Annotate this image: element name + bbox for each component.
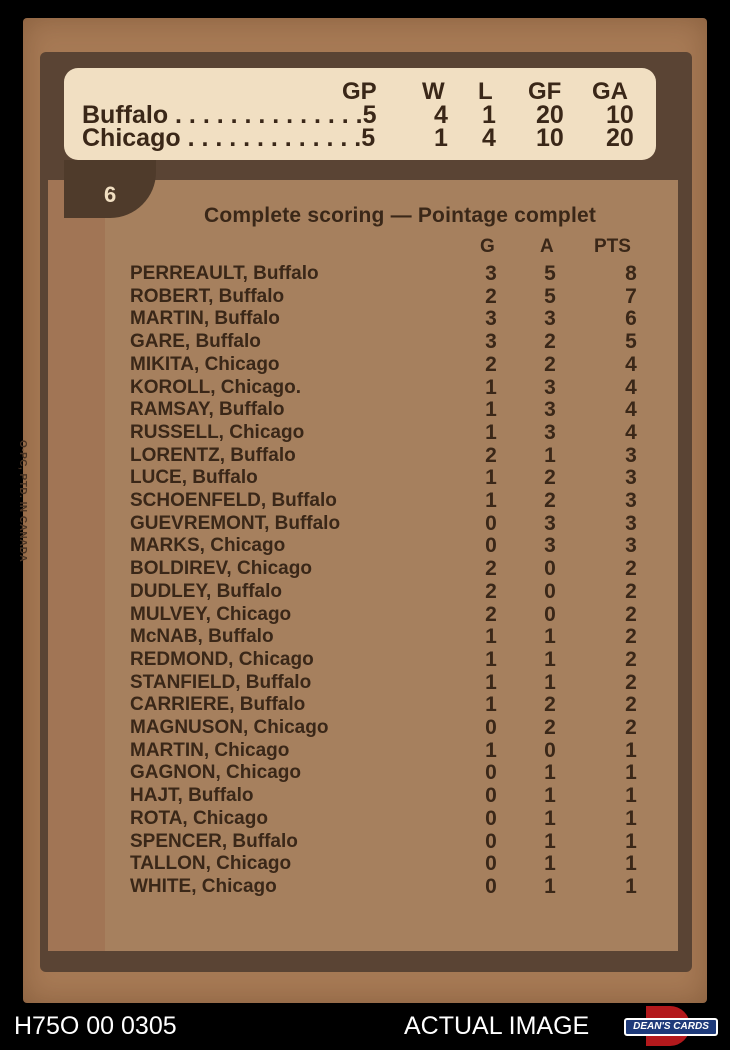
player-name: CARRIERE, Buffalo (130, 694, 306, 716)
player-name: LORENTZ, Buffalo (130, 444, 296, 466)
player-assists: 2 (544, 352, 556, 376)
player-name: LUCE, Buffalo (130, 467, 258, 489)
standings-header-ga: GA (592, 78, 628, 105)
player-row (130, 717, 650, 739)
column-header-pts: PTS (594, 236, 631, 257)
player-goals: 1 (485, 420, 497, 444)
player-points: 1 (625, 761, 637, 785)
player-row (130, 626, 650, 648)
player-name: STANFIELD, Buffalo (130, 671, 312, 693)
player-goals: 1 (485, 647, 497, 671)
player-assists: 3 (544, 398, 556, 422)
player-points: 6 (625, 307, 637, 331)
player-points: 4 (625, 398, 637, 422)
player-goals: 3 (485, 330, 497, 354)
player-assists: 1 (544, 829, 556, 853)
player-name: GUEVREMONT, Buffalo (130, 512, 341, 534)
player-points: 2 (625, 602, 637, 626)
player-row (130, 649, 650, 671)
player-name: SPENCER, Buffalo (130, 830, 298, 852)
standings-header-gf: GF (528, 78, 562, 105)
player-row (130, 331, 650, 353)
player-row (130, 513, 650, 535)
player-row (130, 445, 650, 467)
player-assists: 2 (544, 466, 556, 490)
player-assists: 5 (544, 284, 556, 308)
player-row (130, 876, 650, 898)
player-name: ROTA, Chicago (130, 807, 268, 829)
player-assists: 1 (544, 670, 556, 694)
player-points: 3 (625, 511, 637, 535)
player-points: 1 (625, 738, 637, 762)
player-points: 7 (625, 284, 637, 308)
player-row (130, 740, 650, 762)
standings-team-buffalo: Buffalo . . . . . . . . . . . . . .5 (82, 101, 377, 129)
player-assists: 3 (544, 307, 556, 331)
player-row (130, 263, 650, 285)
player-name: GARE, Buffalo (130, 331, 261, 353)
player-row (130, 308, 650, 330)
player-name: MAGNUSON, Chicago (130, 717, 329, 738)
player-goals: 1 (485, 670, 497, 694)
player-assists: 2 (544, 330, 556, 354)
player-assists: 0 (544, 557, 556, 581)
standings-buffalo-l: 1 (482, 101, 496, 129)
standings-chicago-w: 1 (434, 124, 448, 152)
player-name: RUSSELL, Chicago (130, 421, 305, 443)
standings-chicago-l: 4 (482, 124, 496, 152)
player-assists: 1 (544, 625, 556, 649)
player-assists: 1 (544, 784, 556, 808)
player-row (130, 762, 650, 784)
player-points: 1 (625, 852, 637, 876)
player-assists: 0 (544, 738, 556, 762)
player-name: ROBERT, Buffalo (130, 285, 285, 307)
player-points: 4 (625, 352, 637, 376)
player-name: REDMOND, Chicago (130, 648, 314, 670)
player-points: 3 (625, 466, 637, 490)
player-assists: 3 (544, 511, 556, 535)
player-points: 4 (625, 420, 637, 444)
player-name: MARKS, Chicago (130, 535, 286, 557)
player-row (130, 354, 650, 376)
player-row (130, 286, 650, 308)
player-row (130, 808, 650, 830)
player-name: BOLDIREV, Chicago (130, 558, 312, 580)
player-assists: 2 (544, 693, 556, 717)
player-goals: 0 (485, 829, 497, 853)
player-row (130, 422, 650, 444)
player-points: 1 (625, 784, 637, 808)
printer-credit: O-PC, PTD. IN CANADA (17, 440, 28, 563)
player-name: MIKITA, Chicago (130, 353, 280, 375)
player-points: 3 (625, 534, 637, 558)
standings-header-l: L (478, 78, 493, 105)
player-goals: 2 (485, 443, 497, 467)
player-assists: 2 (544, 716, 556, 739)
player-assists: 1 (544, 806, 556, 830)
logo-text: DEAN'S CARDS (624, 1018, 718, 1036)
player-row (130, 831, 650, 853)
player-points: 5 (625, 330, 637, 354)
player-assists: 5 (544, 262, 556, 285)
player-goals: 0 (485, 534, 497, 558)
player-goals: 0 (485, 716, 497, 739)
player-assists: 2 (544, 489, 556, 512)
player-goals: 2 (485, 352, 497, 376)
player-goals: 1 (485, 625, 497, 649)
player-name: PERREAULT, Buffalo (130, 263, 319, 284)
player-assists: 1 (544, 761, 556, 785)
player-goals: 0 (485, 874, 497, 898)
player-goals: 1 (485, 375, 497, 399)
standings-chicago-ga: 20 (606, 124, 634, 152)
player-name: HAJT, Buffalo (130, 785, 254, 807)
player-goals: 2 (485, 602, 497, 626)
player-goals: 3 (485, 307, 497, 331)
player-points: 1 (625, 829, 637, 853)
player-points: 2 (625, 647, 637, 671)
player-points: 3 (625, 443, 637, 467)
standings-header-gp: GP (342, 78, 377, 105)
player-assists: 0 (544, 579, 556, 603)
player-points: 1 (625, 806, 637, 830)
standings-chicago-gf: 10 (536, 124, 564, 152)
player-assists: 1 (544, 874, 556, 898)
standings-buffalo-gf: 20 (536, 101, 564, 129)
player-row (130, 377, 650, 399)
player-points: 2 (625, 557, 637, 581)
player-goals: 1 (485, 738, 497, 762)
player-row (130, 558, 650, 580)
card-id: H75O 00 0305 (14, 1012, 177, 1040)
player-goals: 0 (485, 784, 497, 808)
player-name: MARTIN, Buffalo (130, 308, 280, 330)
player-assists: 0 (544, 602, 556, 626)
player-goals: 1 (485, 693, 497, 717)
deans-cards-logo (624, 1006, 718, 1046)
player-goals: 1 (485, 398, 497, 422)
player-name: TALLON, Chicago (130, 853, 292, 875)
player-name: McNAB, Buffalo (130, 626, 274, 648)
player-points: 2 (625, 670, 637, 694)
player-points: 8 (625, 262, 637, 285)
column-header-a: A (540, 236, 554, 257)
player-name: WHITE, Chicago (130, 875, 277, 897)
player-points: 2 (625, 579, 637, 603)
player-points: 2 (625, 625, 637, 649)
player-row (130, 581, 650, 603)
player-assists: 1 (544, 647, 556, 671)
player-assists: 1 (544, 852, 556, 876)
standings-buffalo-ga: 10 (606, 101, 634, 129)
player-name: SCHOENFELD, Buffalo (130, 490, 337, 511)
player-goals: 2 (485, 579, 497, 603)
player-assists: 3 (544, 534, 556, 558)
player-row (130, 535, 650, 557)
player-goals: 1 (485, 466, 497, 490)
player-points: 3 (625, 489, 637, 512)
scoring-title: Complete scoring — Pointage complet (204, 204, 597, 227)
standings-buffalo-w: 4 (434, 101, 448, 129)
player-name: MARTIN, Chicago (130, 739, 290, 761)
player-goals: 1 (485, 489, 497, 512)
actual-image-label: ACTUAL IMAGE (404, 1012, 590, 1040)
player-goals: 0 (485, 511, 497, 535)
left-strip (48, 180, 106, 951)
player-assists: 1 (544, 443, 556, 467)
card-number: 6 (104, 182, 117, 207)
player-points: 2 (625, 716, 637, 739)
player-name: KOROLL, Chicago. (130, 376, 301, 398)
player-goals: 0 (485, 806, 497, 830)
player-row (130, 467, 650, 489)
player-row (130, 672, 650, 694)
player-points: 4 (625, 375, 637, 399)
standings-team-chicago: Chicago . . . . . . . . . . . . .5 (82, 124, 376, 152)
column-header-g: G (480, 236, 495, 257)
player-name: GAGNON, Chicago (130, 762, 302, 784)
player-assists: 3 (544, 420, 556, 444)
player-goals: 2 (485, 284, 497, 308)
player-goals: 0 (485, 761, 497, 785)
player-points: 1 (625, 874, 637, 898)
standings-header-w: W (422, 78, 445, 105)
player-row (130, 694, 650, 716)
player-goals: 0 (485, 852, 497, 876)
player-row (130, 604, 650, 626)
player-row (130, 785, 650, 807)
player-row (130, 399, 650, 421)
player-goals: 3 (485, 262, 497, 285)
player-name: RAMSAY, Buffalo (130, 399, 285, 421)
player-row (130, 853, 650, 875)
player-points: 2 (625, 693, 637, 717)
player-assists: 3 (544, 375, 556, 399)
player-row (130, 490, 650, 512)
player-name: DUDLEY, Buffalo (130, 580, 282, 602)
player-goals: 2 (485, 557, 497, 581)
player-name: MULVEY, Chicago (130, 603, 292, 625)
